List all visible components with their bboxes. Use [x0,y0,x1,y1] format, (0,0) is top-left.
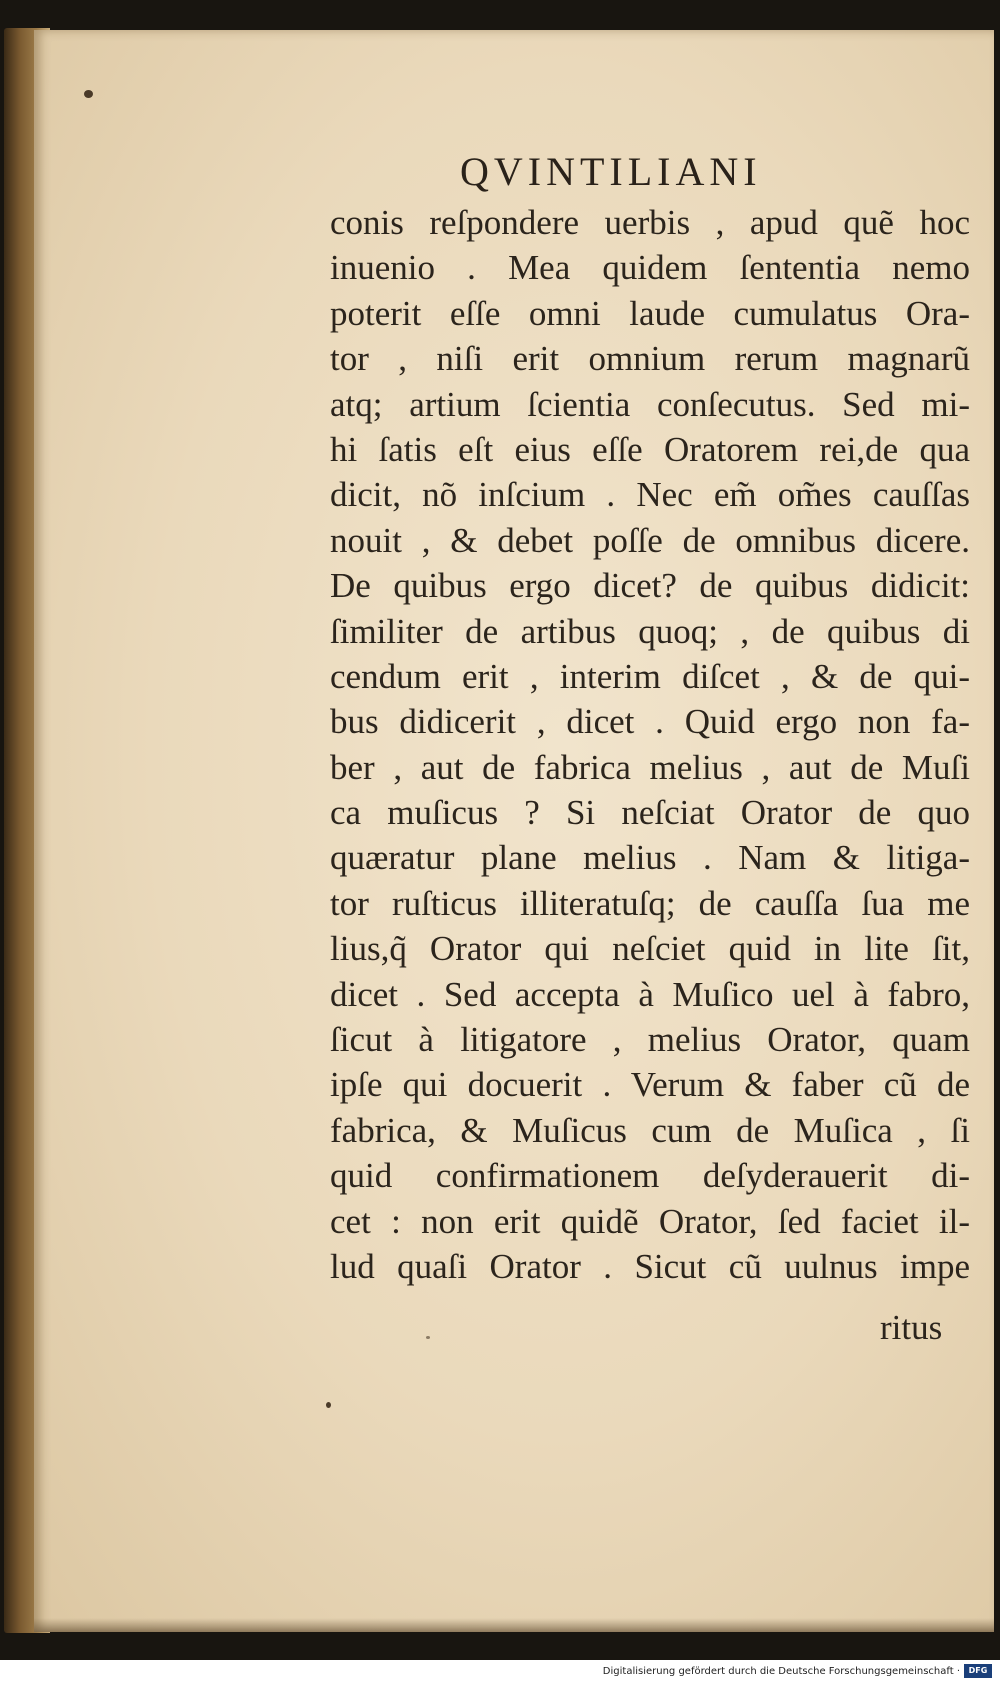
text-line: atq; artium ſcientia conſecutus. Sed mi- [330,384,970,424]
text-line: dicit, nõ inſcium . Nec em̃ om̃es cauſſas [330,475,970,515]
text-line: fabrica, & Muſicus cum de Muſica , ſi [330,1110,970,1150]
text-line: tor , niſi erit omnium rerum magnarũ [330,339,970,379]
text-line: ſicut à litigatore , melius Orator, quam [330,1020,970,1060]
ink-spot [426,1336,430,1339]
text-line: cet : non erit quidẽ Orator, ſed faciet il- [330,1201,970,1241]
text-line: quæratur plane melius . Nam & litiga- [330,838,970,878]
footer-credit: Digitalisierung gefördert durch die Deutsche Forschungsgemeinschaft · [602,1666,960,1677]
text-line: inuenio . Mea quidem ſententia nemo [330,248,970,288]
text-line: hi ſatis eſt eius eſſe Oratorem rei,de qua [330,429,970,469]
ink-spot [326,1402,331,1408]
catchword: ritus [880,1308,943,1347]
text-line: nouit , & debet poſſe de omnibus dicere. [330,520,970,560]
text-line: De quibus ergo dicet? de quibus didicit: [330,566,970,606]
text-line: conis reſpondere uerbis , apud quẽ hoc [330,203,970,242]
text-line: quid confirmationem deſyderauerit di- [330,1156,970,1196]
text-line: cendum erit , interim diſcet , & de qui- [330,656,970,696]
text-line: lud quaſi Orator . Sicut cũ uulnus impe [330,1246,970,1286]
text-line: ber , aut de fabrica melius , aut de Muſi [330,747,970,787]
page-bottom-shadow [34,1618,994,1632]
dfg-logo: DFG [964,1664,992,1678]
text-line: lius,q̃ Orator qui neſciet quid in lite ſit, [330,929,970,969]
text-block [330,200,970,1289]
text-line: tor ruſticus illiteratuſq; de cauſſa ſua me [330,883,970,923]
text-line: ipſe qui docuerit . Verum & faber cũ de [330,1065,970,1105]
text-line: ca muſicus ? Si neſciat Orator de quo [330,793,970,833]
text-line: dicet . Sed accepta à Muſico uel à fabro, [330,974,970,1014]
text-line: ſimiliter de artibus quoq; , de quibus di [330,611,970,651]
text-line: poterit eſſe omni laude cumulatus Ora- [330,293,970,333]
running-head: QVINTILIANI [460,149,762,194]
ink-spot [84,90,93,98]
text-line: bus didicerit , dicet . Quid ergo non fa- [330,702,970,742]
